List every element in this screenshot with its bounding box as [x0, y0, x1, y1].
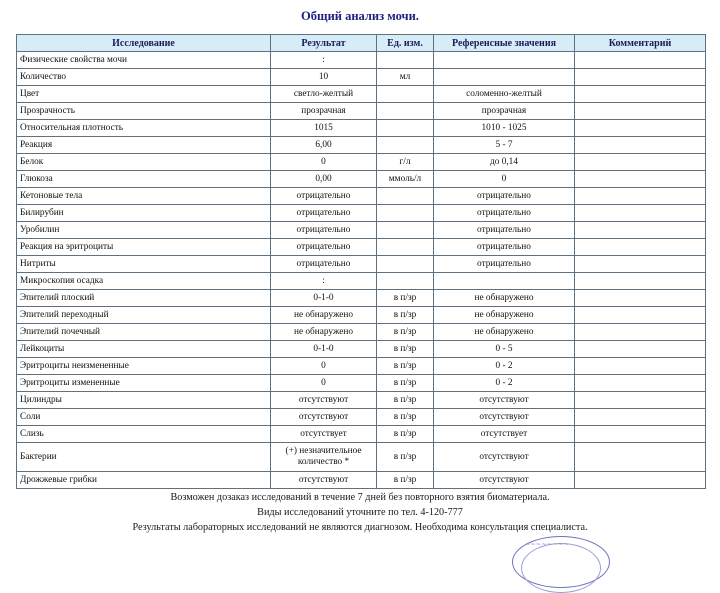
cell-comment — [575, 426, 706, 443]
cell-result: 0 — [271, 375, 377, 392]
table-row — [17, 222, 706, 239]
cell-comment — [575, 103, 706, 120]
cell-result: светло-желтый — [271, 86, 377, 103]
table-row — [17, 154, 706, 171]
cell-unit: в п/зр — [377, 324, 434, 341]
cell-result: отрицательно — [271, 239, 377, 256]
cell-test-name: Количество — [17, 69, 271, 86]
cell-test-name: Цвет — [17, 86, 271, 103]
cell-comment — [575, 273, 706, 290]
cell-comment — [575, 409, 706, 426]
cell-result: 1015 — [271, 120, 377, 137]
cell-unit: в п/зр — [377, 307, 434, 324]
cell-test-name: Эпителий плоский — [17, 290, 271, 307]
cell-comment — [575, 239, 706, 256]
cell-unit: в п/зр — [377, 472, 434, 489]
cell-reference: 1010 - 1025 — [434, 120, 575, 137]
cell-reference: отсутствуют — [434, 472, 575, 489]
column-header-comment: Комментарий — [575, 35, 706, 52]
cell-comment — [575, 120, 706, 137]
cell-test-name: Билирубин — [17, 205, 271, 222]
cell-unit: в п/зр — [377, 409, 434, 426]
cell-comment — [575, 171, 706, 188]
table-row — [17, 239, 706, 256]
cell-reference: соломенно-желтый — [434, 86, 575, 103]
cell-result: отсутствуют — [271, 472, 377, 489]
table-header-row — [17, 35, 706, 52]
lab-stamp-inner-ring — [521, 543, 601, 593]
cell-unit: в п/зр — [377, 443, 434, 472]
table-row — [17, 307, 706, 324]
footer-note-reorder: Возможен дозаказ исследований в течение 7 дней без повторного взятия биоматериала. — [170, 492, 550, 503]
cell-unit — [377, 205, 434, 222]
cell-test-name: Лейкоциты — [17, 341, 271, 358]
footer-notes — [0, 490, 720, 535]
cell-reference: отсутствует — [434, 426, 575, 443]
lab-stamp — [512, 536, 610, 588]
cell-test-name: Соли — [17, 409, 271, 426]
cell-test-name: Глюкоза — [17, 171, 271, 188]
results-table — [16, 34, 706, 489]
cell-unit — [377, 273, 434, 290]
cell-unit — [377, 103, 434, 120]
cell-comment — [575, 222, 706, 239]
table-row — [17, 409, 706, 426]
cell-reference: прозрачная — [434, 103, 575, 120]
table-row — [17, 69, 706, 86]
column-header-result: Результат — [271, 35, 377, 52]
cell-comment — [575, 375, 706, 392]
table-row — [17, 52, 706, 69]
cell-unit — [377, 239, 434, 256]
cell-result: отрицательно — [271, 188, 377, 205]
cell-unit — [377, 86, 434, 103]
footer-note-disclaimer: Результаты лабораторных исследований не являются диагнозом. Необходима консультация специалиста. — [132, 522, 588, 533]
cell-unit: в п/зр — [377, 392, 434, 409]
cell-unit: ммоль/л — [377, 171, 434, 188]
cell-result: (+) незначительное количество * — [271, 443, 377, 472]
table-row — [17, 256, 706, 273]
cell-result: отсутствует — [271, 426, 377, 443]
cell-reference: 0 - 2 — [434, 375, 575, 392]
cell-unit: в п/зр — [377, 358, 434, 375]
cell-test-name: Нитриты — [17, 256, 271, 273]
cell-test-name: Микроскопия осадка — [17, 273, 271, 290]
cell-unit — [377, 137, 434, 154]
cell-reference: не обнаружено — [434, 290, 575, 307]
cell-comment — [575, 443, 706, 472]
table-row — [17, 120, 706, 137]
cell-reference: 5 - 7 — [434, 137, 575, 154]
column-header-unit: Ед. изм. — [377, 35, 434, 52]
results-body — [17, 52, 706, 489]
cell-reference: не обнаружено — [434, 307, 575, 324]
cell-reference: до 0,14 — [434, 154, 575, 171]
cell-reference: 0 — [434, 171, 575, 188]
cell-unit — [377, 188, 434, 205]
cell-reference — [434, 273, 575, 290]
cell-reference: 0 - 5 — [434, 341, 575, 358]
cell-comment — [575, 52, 706, 69]
footer-note-phone: Виды исследований уточните по тел. 4-120-777 — [257, 507, 463, 518]
cell-unit — [377, 52, 434, 69]
cell-test-name: Эритроциты неизмененные — [17, 358, 271, 375]
cell-comment — [575, 341, 706, 358]
cell-test-name: Физические свойства мочи — [17, 52, 271, 69]
cell-result: прозрачная — [271, 103, 377, 120]
cell-reference: отрицательно — [434, 205, 575, 222]
cell-reference: 0 - 2 — [434, 358, 575, 375]
cell-test-name: Уробилин — [17, 222, 271, 239]
cell-comment — [575, 205, 706, 222]
cell-unit: мл — [377, 69, 434, 86]
table-row — [17, 273, 706, 290]
cell-result: 6,00 — [271, 137, 377, 154]
cell-test-name: Эпителий переходный — [17, 307, 271, 324]
cell-unit — [377, 256, 434, 273]
table-row — [17, 426, 706, 443]
cell-reference — [434, 52, 575, 69]
cell-result: 0-1-0 — [271, 341, 377, 358]
cell-reference: отсутствуют — [434, 443, 575, 472]
table-row — [17, 103, 706, 120]
cell-result: не обнаружено — [271, 324, 377, 341]
cell-test-name: Дрожжевые грибки — [17, 472, 271, 489]
table-row — [17, 137, 706, 154]
table-row — [17, 86, 706, 103]
cell-result: : — [271, 273, 377, 290]
cell-reference: отсутствуют — [434, 392, 575, 409]
table-row — [17, 324, 706, 341]
cell-reference — [434, 69, 575, 86]
cell-unit: г/л — [377, 154, 434, 171]
table-row — [17, 341, 706, 358]
cell-comment — [575, 392, 706, 409]
cell-comment — [575, 290, 706, 307]
cell-result: 0 — [271, 154, 377, 171]
cell-test-name: Реакция на эритроциты — [17, 239, 271, 256]
document-title: Общий анализ мочи. — [301, 9, 419, 23]
cell-reference: отрицательно — [434, 188, 575, 205]
table-row — [17, 171, 706, 188]
cell-comment — [575, 69, 706, 86]
lab-stamp-text: ~~~~~~~~ — [525, 541, 570, 548]
cell-test-name: Относительная плотность — [17, 120, 271, 137]
cell-reference: отрицательно — [434, 239, 575, 256]
table-row — [17, 358, 706, 375]
cell-reference: отрицательно — [434, 222, 575, 239]
cell-result: отрицательно — [271, 222, 377, 239]
cell-unit: в п/зр — [377, 426, 434, 443]
cell-comment — [575, 256, 706, 273]
cell-result: отрицательно — [271, 205, 377, 222]
cell-unit — [377, 222, 434, 239]
cell-test-name: Эритроциты измененные — [17, 375, 271, 392]
cell-result: 10 — [271, 69, 377, 86]
cell-comment — [575, 154, 706, 171]
cell-result: отсутствуют — [271, 409, 377, 426]
cell-test-name: Прозрачность — [17, 103, 271, 120]
cell-unit: в п/зр — [377, 375, 434, 392]
cell-result: отсутствуют — [271, 392, 377, 409]
cell-unit: в п/зр — [377, 290, 434, 307]
cell-comment — [575, 307, 706, 324]
column-header-reference: Референсные значения — [434, 35, 575, 52]
cell-test-name: Белок — [17, 154, 271, 171]
cell-result: не обнаружено — [271, 307, 377, 324]
cell-result: : — [271, 52, 377, 69]
cell-test-name: Реакция — [17, 137, 271, 154]
cell-test-name: Цилиндры — [17, 392, 271, 409]
table-row — [17, 205, 706, 222]
cell-comment — [575, 472, 706, 489]
cell-reference: отсутствуют — [434, 409, 575, 426]
cell-reference: не обнаружено — [434, 324, 575, 341]
cell-test-name: Бактерии — [17, 443, 271, 472]
cell-comment — [575, 188, 706, 205]
cell-comment — [575, 358, 706, 375]
cell-test-name: Эпителий почечный — [17, 324, 271, 341]
table-row — [17, 290, 706, 307]
cell-unit — [377, 120, 434, 137]
cell-comment — [575, 137, 706, 154]
table-row — [17, 375, 706, 392]
cell-comment — [575, 324, 706, 341]
cell-unit: в п/зр — [377, 341, 434, 358]
cell-test-name: Кетоновые тела — [17, 188, 271, 205]
column-header-test: Исследование — [17, 35, 271, 52]
table-row — [17, 472, 706, 489]
table-row — [17, 392, 706, 409]
table-row — [17, 443, 706, 472]
cell-result: 0-1-0 — [271, 290, 377, 307]
cell-result: 0 — [271, 358, 377, 375]
cell-result: 0,00 — [271, 171, 377, 188]
cell-reference: отрицательно — [434, 256, 575, 273]
cell-result: отрицательно — [271, 256, 377, 273]
cell-test-name: Слизь — [17, 426, 271, 443]
cell-comment — [575, 86, 706, 103]
table-row — [17, 188, 706, 205]
